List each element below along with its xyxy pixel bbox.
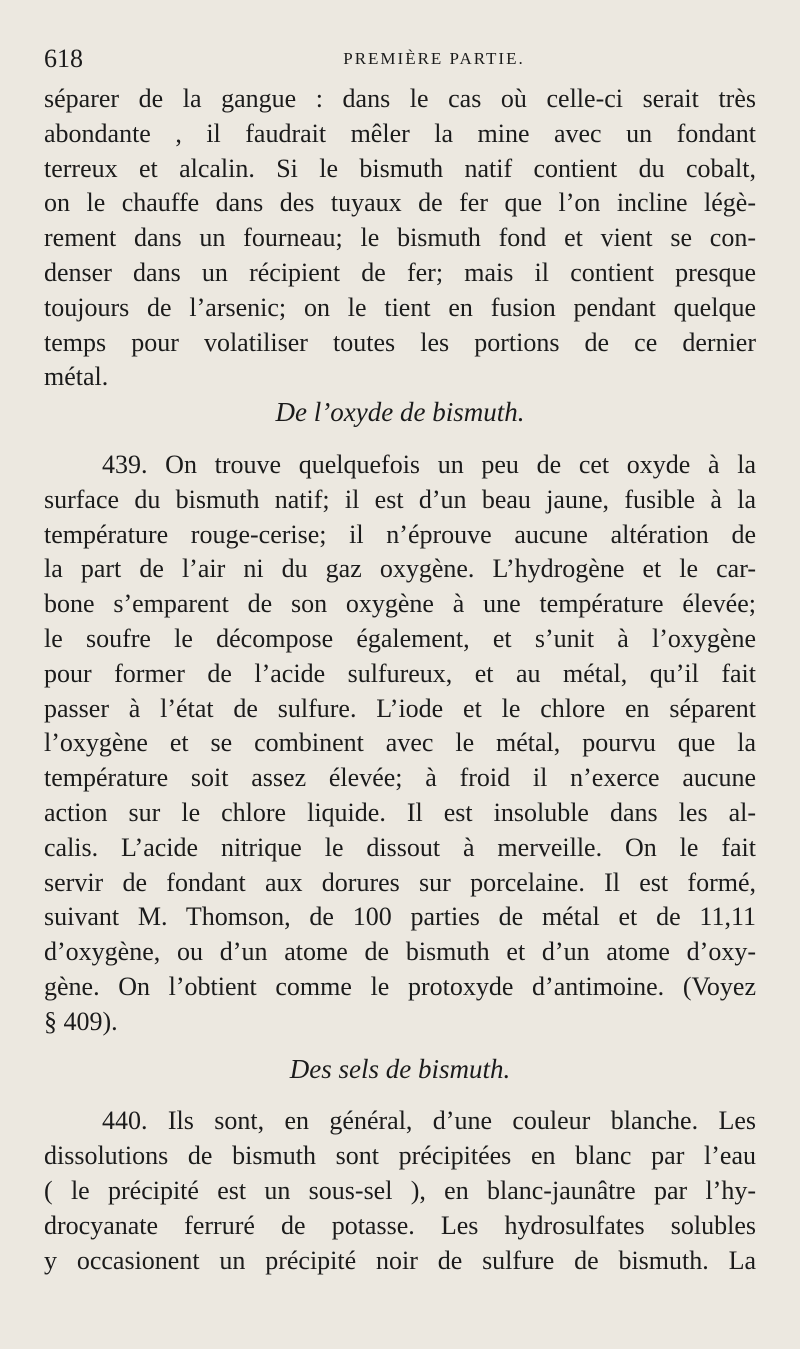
text-line: abondante , il faudrait mêler la mine avec un fondant — [44, 118, 756, 148]
text-line: ( le précipité est un sous-sel ), en blanc-jaunâtre par l’hy- — [44, 1175, 756, 1205]
text-line: passer à l’état de sulfure. L’iode et le chlore en séparent — [44, 693, 756, 723]
text-line: la part de l’air ni du gaz oxygène. L’hydrogène et le car- — [44, 554, 756, 584]
paragraph-439 — [44, 448, 756, 1040]
text-line: le soufre le décompose également, et s’unit à l’oxygène — [44, 623, 756, 653]
text-line: rement dans un fourneau; le bismuth fond et vient se con- — [44, 223, 756, 253]
text-line: séparer de la gangue : dans le cas où celle-ci serait très — [44, 84, 756, 113]
text-line: § 409). — [44, 1006, 118, 1036]
text-line: métal. — [44, 362, 109, 392]
text-line: y occasionent un précipité noir de sulfure de bismuth. La — [44, 1245, 756, 1275]
text-line: servir de fondant aux dorures sur porcelaine. Il est formé, — [44, 867, 756, 897]
text-line: surface du bismuth natif; il est d’un beau jaune, fusible à la — [44, 484, 756, 514]
text-line: denser dans un récipient de fer; mais il contient presque — [44, 257, 756, 287]
text-line: temps pour volatiliser toutes les portions de ce dernier — [44, 327, 756, 357]
text-line: suivant M. Thomson, de 100 parties de métal et de 11,11 — [44, 902, 756, 932]
text-line: l’oxygène et se combinent avec le métal, pourvu que la — [44, 728, 756, 758]
text-line: drocyanate ferruré de potasse. Les hydrosulfates solubles — [44, 1210, 756, 1240]
text-line: température soit assez élevée; à froid il n’exerce aucune — [44, 763, 756, 793]
paragraph-intro — [44, 82, 756, 395]
text-line: d’oxygène, ou d’un atome de bismuth et d’un atome d’oxy- — [44, 937, 756, 967]
page-header — [44, 44, 784, 78]
text-line: pour former de l’acide sulfureux, et au métal, qu’il fait — [44, 658, 756, 688]
text-line: bone s’emparent de son oxygène à une température élevée; — [44, 589, 756, 619]
section-heading-oxyde: De l’oxyde de bismuth. — [275, 397, 525, 428]
text-line: température rouge-cerise; il n’éprouve aucune altération de — [44, 519, 756, 549]
running-head: PREMIÈRE PARTIE. — [343, 49, 525, 68]
text-line: dissolutions de bismuth sont précipitées en blanc par l’eau — [44, 1141, 756, 1171]
text-line: calis. L’acide nitrique le dissout à merveille. On le fait — [44, 832, 756, 862]
text-line: toujours de l’arsenic; on le tient en fusion pendant quelque — [44, 292, 756, 322]
text-line: 439. On trouve quelquefois un peu de cet oxyde à la — [102, 449, 756, 479]
text-line: terreux et alcalin. Si le bismuth natif contient du cobalt, — [44, 153, 756, 183]
page-body — [44, 82, 756, 1278]
text-line: on le chauffe dans des tuyaux de fer que l’on incline légè- — [44, 188, 756, 218]
text-line: action sur le chlore liquide. Il est insoluble dans les al- — [44, 797, 756, 827]
paragraph-440 — [44, 1104, 756, 1278]
text-line: gène. On l’obtient comme le protoxyde d’antimoine. (Voyez — [44, 971, 756, 1001]
section-heading-sels: Des sels de bismuth. — [289, 1053, 511, 1084]
text-line: 440. Ils sont, en général, d’une couleur blanche. Les — [102, 1106, 756, 1136]
page-number: 618 — [44, 44, 83, 73]
